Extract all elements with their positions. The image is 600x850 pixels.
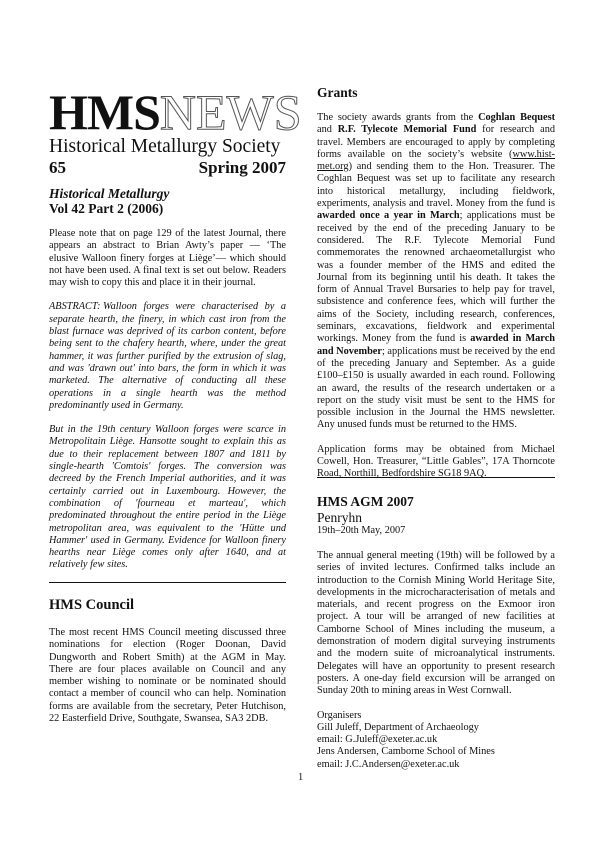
coghlan-bequest: Coghlan Bequest — [478, 112, 556, 123]
grants-text: The society awards grants from the — [317, 112, 479, 123]
section-divider — [317, 477, 555, 478]
tylecote-fund: R.F. Tylecote Memorial Fund — [337, 124, 477, 136]
journal-heading — [49, 186, 286, 216]
organisers-label: Organisers — [317, 709, 362, 721]
grants-text: ; applications must be received by the end of the preceding January and September. As a guide £100–£150 is usually awarded in each round. Following an award, the results of the research undertaken or a report on the study visit must be sent to the HMS for possible inclusion in the Journal the HMS newsletter. Any unused funds must be returned to the HMS. — [317, 345, 555, 431]
section-divider — [49, 582, 286, 583]
agm-body: The annual general meeting (19th) will be followed by a series of invited lectures. Confirmed talks include an introduction to the Cornish Mining World Heritage Site, developments in the microcharacterisation of metals and materials, and recent progress on the Exmoor iron project. A tour will be arranged of new facilities at Camborne School of Mines including the museum, a demonstration of modern digital surveying instruments and the modern suite of microanalytical instruments. Delegates will have an opportunity to present research posters. A one-day field excursion will be arranged on Sunday 20th to mining areas in West Cornwall. — [317, 550, 555, 697]
agm-location: Penryhn — [317, 510, 362, 525]
grants-body — [317, 112, 555, 432]
grants-section — [317, 85, 555, 481]
agm-heading: HMS AGM 2007 — [317, 494, 414, 509]
council-body: The most recent HMS Council meeting discussed three nominations for election (Roger Doonan, David Dungworth and Robert Smith) at the AGM in May. There are four places available on Council and any member wishing to nominate or be nominated should contact a member of council who can help. Nomination forms are available from the secretary, Peter Hutchison, 22 Easterfield Drive, Southgate, Swansea, SA3 2DB. — [49, 627, 286, 725]
journal-note-intro: Please note that on page 129 of the latest Journal, there appears an abstract to Brian Awty’s paper — ‘The elusive Walloon finery forges at Liège’— which should not have been used. A final text is set out below. Readers may wish to copy this and place it in their journal. — [49, 228, 286, 289]
council-heading: HMS Council — [49, 597, 134, 613]
society-name: Historical Metallurgy Society — [49, 136, 281, 157]
organiser-line: Jens Andersen, Camborne School of Mines — [317, 746, 495, 758]
title-news: NEWS — [159, 84, 302, 140]
grants-application: Application forms may be obtained from Michael Cowell, Hon. Treasurer, “Little Gables”, 17A Thorncote Road, Northill, Bedfordshire SG18 9AQ. — [317, 443, 555, 480]
abstract-label: ABSTRACT: — [49, 301, 101, 313]
grants-text: ; applications must be received by the end of the preceding January to be considered. The R.F. Tylecote Memorial Fund commemorates the renowned archaeometallurgist who was a founder member of the HMS and edited the Journal from its beginning until his death. It takes the form of Annual Travel Bursaries to help pay for travel, subsistence and conference fees, which will further the aims of the Society, including research, conferences, seminars, excavations, fieldwork and experimental workings. Money from the fund is — [317, 210, 556, 345]
website-link[interactable]: www.hist-met.org — [317, 148, 555, 173]
award-frequency-1: awarded once a year in March — [317, 210, 460, 222]
journal-volume: Vol 42 Part 2 (2006) — [49, 201, 164, 216]
journal-title: Historical Metallurgy — [49, 186, 170, 201]
organiser-email[interactable]: email: G.Juleff@exeter.ac.uk — [317, 734, 438, 746]
grants-text: for research and travel. Members are encouraged to apply by completing forms available on the society’s website ( — [317, 124, 555, 160]
abstract-paragraph-2: But in the 19th century Walloon forges were scarce in Metropolitain Liège. Hansotte sought to explain this as due to their replacement between 1807 and 1811 by single-hearth 'Comtois' forges. The conversion was decreed by the French Imperial authorities, and it was certainly carried out in Luxembourg. However, the combination of 'fourneau et marteau', which predominated throughout the entire period in the Liège metropolitan area, was equivalent to the 'Hütte und Hammer' used in Germany. Evidence for Walloon finery hearths near Liège comes only after 1640, and at relatively few sites. — [49, 424, 286, 571]
journal-note-section — [49, 228, 286, 572]
grants-heading: Grants — [317, 85, 358, 100]
organiser-email[interactable]: email: J.C.Andersen@exeter.ac.uk — [317, 758, 460, 770]
agm-section — [317, 494, 555, 771]
agm-dates: 19th–20th May, 2007 — [317, 525, 406, 536]
masthead — [49, 84, 302, 178]
title-hms: HMS — [49, 84, 160, 140]
grants-text: ) and sending them to the Hon. Treasurer. The Coghlan Bequest was set up to facilitate any research into historical metallurgy, including fieldwork, experiments, analysis and travel. Money from the fund is — [317, 161, 555, 210]
abstract-paragraph-1 — [49, 301, 286, 412]
abstract-text-1: Walloon forges were characterised by a separate hearth, the finery, in which cast iron from the blast furnace was deprived of its carbon content, before being sent to the chafery hearth, where, under the great hammer, it was further purified by the extrusion of slag, and was 'drawn out' into bars, the form in which it was marketed. The alternative of conducting all these operations in a single hearth was the method predominantly used in Germany. — [49, 301, 286, 411]
issue-row — [49, 158, 286, 178]
issue-date: Spring 2007 — [198, 158, 286, 177]
issue-number: 65 — [49, 158, 66, 177]
page-number: 1 — [298, 772, 304, 783]
newsletter-title — [49, 84, 302, 140]
grants-text: and — [317, 124, 338, 136]
organiser-line: Gill Juleff, Department of Archaeology — [317, 721, 479, 733]
council-section — [49, 597, 286, 725]
organisers — [317, 710, 555, 771]
award-frequency-2: awarded in March and November — [317, 333, 555, 357]
